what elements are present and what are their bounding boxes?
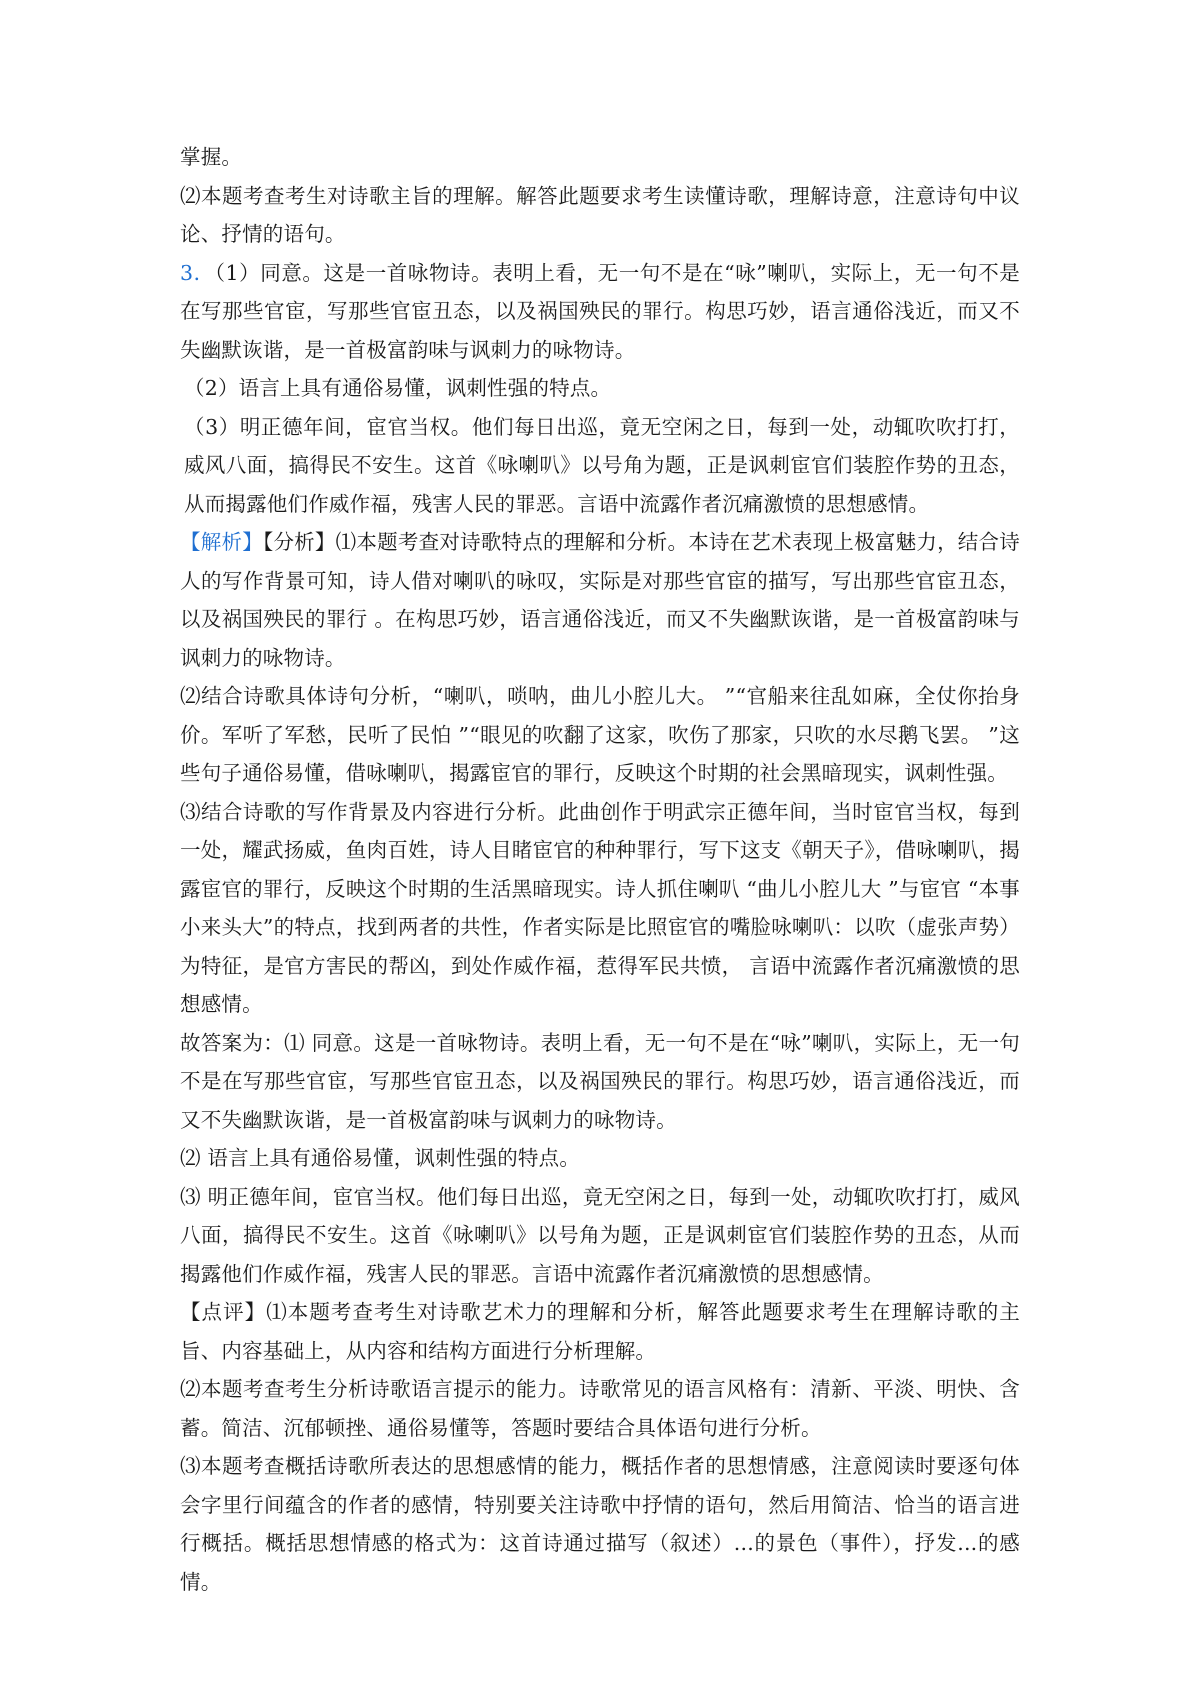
- final-answer-part-1: 故答案为：⑴ 同意。这是一首咏物诗。表明上看，无一句不是在“咏”喇叭，实际上，无一句不是在写那些官宦，写那些官宦丑态，以及祸国殃民的罪行。构思巧妙，语言通俗浅近，而又不失幽默诙谐，是一首极富韵味与讽刺力的咏物诗。: [180, 1030, 1020, 1132]
- final-answer-part-2: ⑵ 语言上具有通俗易懂，讽刺性强的特点。: [180, 1146, 581, 1170]
- analysis-part-1: [180, 523, 1020, 677]
- answer-3-part-1: [180, 254, 1020, 370]
- analysis-part-2: ⑵结合诗歌具体诗句分析，“喇叭，唢呐，曲儿小腔儿大。 ”“官船来往乱如麻，全仗你抬身价。军听了军愁，民听了民怕 ”“眼见的吹翻了这家，吹伤了那家，只吹的水尽鹅飞罢。 ”这些句子通俗易懂，借咏喇叭，揭露宦官的罪行，反映这个时期的社会黑暗现实，讽刺性强。: [180, 684, 1020, 785]
- analysis-part-3: ⑶结合诗歌的写作背景及内容进行分析。此曲创作于明武宗正德年间，当时宦官当权，每到一处，耀武扬威，鱼肉百姓，诗人目睹宦官的种种罪行，写下这支《朝天子》，借咏喇叭，揭露宦官的罪行，反映这个时期的生活黑暗现实。诗人抓住喇叭 “曲儿小腔儿大 ”与宦官 “本事小来头大”的特点，找到两者的共性，作者实际是比照宦官的嘴脸咏喇叭：以吹（虚张声势）为特征，是官方害民的帮凶，到处作威作福，惹得军民共愤， 言语中流露作者沉痛激愤的思想感情。: [180, 799, 1020, 1016]
- paragraph-continuation: 掌握。: [180, 145, 243, 169]
- answer-3-part-3: （3）明正德年间，宦官当权。他们每日出巡，竟无空闲之日，每到一处，动辄吹吹打打，威风八面，搞得民不安生。这首《咏喇叭》以号角为题，正是讽刺宦官们装腔作势的丑态，从而揭露他们作威作福，残害人民的罪恶。言语中流露作者沉痛激愤的思想感情。: [184, 414, 1020, 516]
- comment-part-2: ⑵本题考查考生分析诗歌语言提示的能力。诗歌常见的语言风格有：清新、平淡、明快、含蓄。简洁、沉郁顿挫、通俗易懂等，答题时要结合具体语句进行分析。: [180, 1377, 1020, 1440]
- question-number: 3．: [180, 260, 215, 285]
- comment-part-1: 【点评】⑴本题考查考生对诗歌艺术力的理解和分析，解答此题要求考生在理解诗歌的主旨、内容基础上，从内容和结构方面进行分析理解。: [180, 1300, 1020, 1363]
- paragraph-note-2: ⑵本题考查考生对诗歌主旨的理解。解答此题要求考生读懂诗歌，理解诗意，注意诗句中议论、抒情的语句。: [180, 183, 1020, 246]
- analysis-label: 【解析】: [180, 530, 263, 554]
- final-answer-part-3: ⑶ 明正德年间，宦官当权。他们每日出巡，竟无空闲之日，每到一处，动辄吹吹打打，威风八面，搞得民不安生。这首《咏喇叭》以号角为题，正是讽刺宦官们装腔作势的丑态，从而揭露他们作威作福，残害人民的罪恶。言语中流露作者沉痛激愤的思想感情。: [180, 1184, 1020, 1286]
- answer-3-part-2: （2）语言上具有通俗易懂，讽刺性强的特点。: [184, 376, 612, 400]
- answer-3-part-1-text: （1）同意。这是一首咏物诗。表明上看，无一句不是在“咏”喇叭，实际上，无一句不是在写那些官宦，写那些官宦丑态，以及祸国殃民的罪行。构思巧妙，语言通俗浅近，而又不失幽默诙谐，是一首极富韵味与讽刺力的咏物诗。: [180, 260, 1020, 362]
- analysis-part-1-text: 【分析】⑴本题考查对诗歌特点的理解和分析。本诗在艺术表现上极富魅力，结合诗人的写作背景可知，诗人借对喇叭的咏叹，实际是对那些官宦的描写，写出那些官宦丑态，以及祸国殃民的罪行 。在构思巧妙，语言通俗浅近，而又不失幽默诙谐，是一首极富韵味与讽刺力的咏物诗。: [180, 530, 1020, 670]
- document-body: [180, 138, 1020, 1601]
- comment-part-3: ⑶本题考查概括诗歌所表达的思想感情的能力，概括作者的思想情感，注意阅读时要逐句体会字里行间蕴含的作者的感情，特别要关注诗歌中抒情的语句，然后用简洁、恰当的语言进行概括。概括思想情感的格式为：这首诗通过描写（叙述）...的景色（事件），抒发...的感情。: [180, 1454, 1020, 1594]
